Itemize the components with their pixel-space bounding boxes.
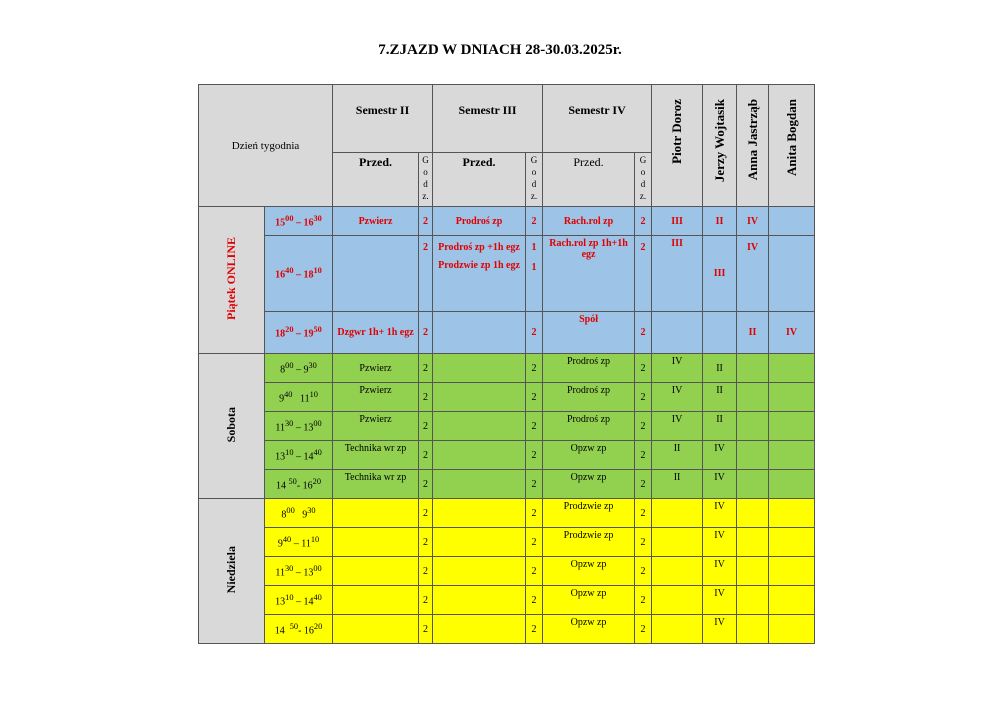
- hours-s2: 2: [419, 207, 433, 236]
- teacher-3-cell: [737, 383, 769, 412]
- teacher-3-cell: [737, 615, 769, 644]
- teacher-2-cell: IV: [703, 470, 737, 499]
- sunday-row-2: [199, 528, 815, 557]
- hours-header-s4: G o d z.: [635, 153, 652, 207]
- subject-s4: Prodroś zp: [543, 412, 635, 441]
- day-sunday: Niedziela: [199, 499, 265, 644]
- subject-s2: [333, 236, 419, 312]
- subject-s2: [333, 586, 419, 615]
- subject-s2: [333, 499, 419, 528]
- teacher-2-cell: III: [703, 236, 737, 312]
- saturday-row-2: [199, 383, 815, 412]
- subject-s3: Prodroś zp +1h egz Prodzwie zp 1h egz: [433, 236, 526, 312]
- hours-s2: 2: [419, 499, 433, 528]
- teacher-3-cell: [737, 441, 769, 470]
- teacher-2-cell: II: [703, 412, 737, 441]
- teacher-1-cell: [652, 312, 703, 354]
- subject-s4: Rach.rol zp 1h+1h egz: [543, 236, 635, 312]
- time-cell: $11^{30} - 13^{00}$: [265, 557, 333, 586]
- sunday-row-1: [199, 499, 815, 528]
- subject-s4: Prodzwie zp: [543, 528, 635, 557]
- subject-s3: [433, 441, 526, 470]
- time-cell: $8^{00}$ $9^{30}$: [265, 499, 333, 528]
- hours-s4: 2: [635, 354, 652, 383]
- header-row-1: [199, 85, 815, 153]
- hours-s3: 1 1: [526, 236, 543, 312]
- hours-s4: 2: [635, 441, 652, 470]
- teacher-1-cell: [652, 557, 703, 586]
- subject-s2: Pzwierz: [333, 412, 419, 441]
- hours-s3: 2: [526, 470, 543, 499]
- teacher-2-cell: II: [703, 383, 737, 412]
- hours-s4: 2: [635, 312, 652, 354]
- subject-s4: Opzw zp: [543, 441, 635, 470]
- subject-s2: [333, 557, 419, 586]
- subject-s3: [433, 499, 526, 528]
- teacher-4-cell: [769, 207, 815, 236]
- subject-s3: [433, 412, 526, 441]
- sunday-row-3: [199, 557, 815, 586]
- time-cell: $9^{40}$ $11^{10}$: [265, 383, 333, 412]
- friday-row-1: [199, 207, 815, 236]
- subject-s3: [433, 383, 526, 412]
- semester-4-header: Semestr IV: [543, 85, 652, 153]
- teacher-3-cell: [737, 586, 769, 615]
- hours-s2: 2: [419, 557, 433, 586]
- hours-s2: 2: [419, 383, 433, 412]
- teacher-2-cell: IV: [703, 528, 737, 557]
- teacher-1-cell: II: [652, 441, 703, 470]
- time-cell: $8^{00} - 9^{30}$: [265, 354, 333, 383]
- hours-header-s2: G o d z.: [419, 153, 433, 207]
- time-cell: 14 $^{50}$- $16^{20}$: [265, 470, 333, 499]
- hours-s4: 2: [635, 383, 652, 412]
- teacher-4-cell: [769, 499, 815, 528]
- teacher-header-1: Piotr Doroz: [652, 85, 703, 207]
- day-saturday: Sobota: [199, 354, 265, 499]
- hours-s2: 2: [419, 236, 433, 312]
- teacher-4-cell: [769, 470, 815, 499]
- hours-s3: 2: [526, 615, 543, 644]
- teacher-4-cell: [769, 354, 815, 383]
- friday-row-3: [199, 312, 815, 354]
- hours-s3: 2: [526, 312, 543, 354]
- teacher-3-cell: [737, 557, 769, 586]
- hours-s3: 2: [526, 383, 543, 412]
- time-cell: $9^{40} - 11^{10}$: [265, 528, 333, 557]
- hours-s4: 2: [635, 615, 652, 644]
- friday-row-2: [199, 236, 815, 312]
- sunday-row-5: [199, 615, 815, 644]
- subject-s3: [433, 557, 526, 586]
- hours-s4: 2: [635, 470, 652, 499]
- saturday-row-4: [199, 441, 815, 470]
- teacher-4-cell: [769, 615, 815, 644]
- subject-s2: Pzwierz: [333, 383, 419, 412]
- teacher-1-cell: [652, 615, 703, 644]
- teacher-header-3: Anna Jastrząb: [737, 85, 769, 207]
- teacher-4-cell: [769, 528, 815, 557]
- hours-s3: 2: [526, 441, 543, 470]
- teacher-1-cell: [652, 586, 703, 615]
- subject-s4: Prodzwie zp: [543, 499, 635, 528]
- teacher-4-cell: [769, 586, 815, 615]
- teacher-4-cell: [769, 557, 815, 586]
- teacher-2-cell: IV: [703, 499, 737, 528]
- time-cell: $15^{00} - 16^{30}$: [265, 207, 333, 236]
- day-of-week-header: Dzień tygodnia: [199, 85, 333, 207]
- teacher-2-cell: IV: [703, 557, 737, 586]
- teacher-2-cell: II: [703, 207, 737, 236]
- teacher-1-cell: IV: [652, 354, 703, 383]
- semester-2-header: Semestr II: [333, 85, 433, 153]
- hours-s4: 2: [635, 557, 652, 586]
- teacher-1-cell: IV: [652, 412, 703, 441]
- teacher-2-cell: [703, 312, 737, 354]
- teacher-2-cell: IV: [703, 441, 737, 470]
- hours-s2: 2: [419, 412, 433, 441]
- subject-s4: Rach.rol zp: [543, 207, 635, 236]
- hours-header-s3: G o d z.: [526, 153, 543, 207]
- hours-s3: 2: [526, 354, 543, 383]
- subject-s3: [433, 312, 526, 354]
- day-friday: Piątek ONLINE: [199, 207, 265, 354]
- subject-s2: Technika wr zp: [333, 441, 419, 470]
- teacher-1-cell: IV: [652, 383, 703, 412]
- teacher-1-cell: III: [652, 207, 703, 236]
- time-cell: 14 $^{50}$- $16^{20}$: [265, 615, 333, 644]
- hours-s2: 2: [419, 354, 433, 383]
- hours-s3: 2: [526, 528, 543, 557]
- teacher-3-cell: [737, 528, 769, 557]
- subject-s3: [433, 586, 526, 615]
- subject-s3: [433, 354, 526, 383]
- hours-s4: 2: [635, 586, 652, 615]
- time-cell: $18^{20} - 19^{50}$: [265, 312, 333, 354]
- teacher-2-cell: II: [703, 354, 737, 383]
- teacher-1-cell: II: [652, 470, 703, 499]
- teacher-3-cell: IV: [737, 236, 769, 312]
- teacher-4-cell: [769, 383, 815, 412]
- hours-s3: 2: [526, 557, 543, 586]
- hours-s2: 2: [419, 528, 433, 557]
- subject-s2: Dzgwr 1h+ 1h egz: [333, 312, 419, 354]
- hours-s4: 2: [635, 499, 652, 528]
- time-cell: $11^{30} - 13^{00}$: [265, 412, 333, 441]
- teacher-3-cell: [737, 470, 769, 499]
- teacher-4-cell: [769, 441, 815, 470]
- teacher-header-2: Jerzy Wojtasik: [703, 85, 737, 207]
- subject-s2: [333, 528, 419, 557]
- hours-s3: 2: [526, 207, 543, 236]
- saturday-row-1: [199, 354, 815, 383]
- teacher-4-cell: [769, 412, 815, 441]
- teacher-header-4: Anita Bogdan: [769, 85, 815, 207]
- hours-s2: 2: [419, 441, 433, 470]
- saturday-row-5: [199, 470, 815, 499]
- teacher-4-cell: IV: [769, 312, 815, 354]
- subject-s4: Prodroś zp: [543, 354, 635, 383]
- hours-s2: 2: [419, 470, 433, 499]
- subject-s2: Pzwierz: [333, 354, 419, 383]
- subject-s4: Opzw zp: [543, 470, 635, 499]
- hours-s3: 2: [526, 412, 543, 441]
- sunday-row-4: [199, 586, 815, 615]
- teacher-3-cell: [737, 412, 769, 441]
- subject-s3: [433, 470, 526, 499]
- time-cell: $13^{10} - 14^{40}$: [265, 586, 333, 615]
- teacher-3-cell: [737, 354, 769, 383]
- teacher-4-cell: [769, 236, 815, 312]
- subject-s4: Spół: [543, 312, 635, 354]
- hours-s2: 2: [419, 312, 433, 354]
- page-title: 7.ZJAZD W DNIACH 28-30.03.2025r.: [378, 42, 622, 58]
- hours-s4: 2: [635, 236, 652, 312]
- hours-s4: 2: [635, 207, 652, 236]
- teacher-3-cell: IV: [737, 207, 769, 236]
- subject-s4: Opzw zp: [543, 557, 635, 586]
- subject-s2: [333, 615, 419, 644]
- hours-s2: 2: [419, 615, 433, 644]
- subject-s4: Opzw zp: [543, 586, 635, 615]
- subject-s4: Prodroś zp: [543, 383, 635, 412]
- subject-header-s2: Przed.: [333, 153, 419, 207]
- subject-s3: [433, 528, 526, 557]
- subject-s4: Opzw zp: [543, 615, 635, 644]
- teacher-2-cell: IV: [703, 615, 737, 644]
- hours-s4: 2: [635, 412, 652, 441]
- subject-s3: [433, 615, 526, 644]
- hours-s3: 2: [526, 586, 543, 615]
- teacher-1-cell: III: [652, 236, 703, 312]
- hours-s3: 2: [526, 499, 543, 528]
- subject-header-s4: Przed.: [543, 153, 635, 207]
- time-cell: $16^{40} - 18^{10}$: [265, 236, 333, 312]
- teacher-3-cell: [737, 499, 769, 528]
- schedule-table: [198, 84, 815, 644]
- teacher-2-cell: IV: [703, 586, 737, 615]
- hours-s4: 2: [635, 528, 652, 557]
- teacher-1-cell: [652, 528, 703, 557]
- semester-3-header: Semestr III: [433, 85, 543, 153]
- subject-header-s3: Przed.: [433, 153, 526, 207]
- subject-s2: Pzwierz: [333, 207, 419, 236]
- teacher-3-cell: II: [737, 312, 769, 354]
- teacher-1-cell: [652, 499, 703, 528]
- hours-s2: 2: [419, 586, 433, 615]
- subject-s3: Prodroś zp: [433, 207, 526, 236]
- subject-s2: Technika wr zp: [333, 470, 419, 499]
- saturday-row-3: [199, 412, 815, 441]
- time-cell: $13^{10} - 14^{40}$: [265, 441, 333, 470]
